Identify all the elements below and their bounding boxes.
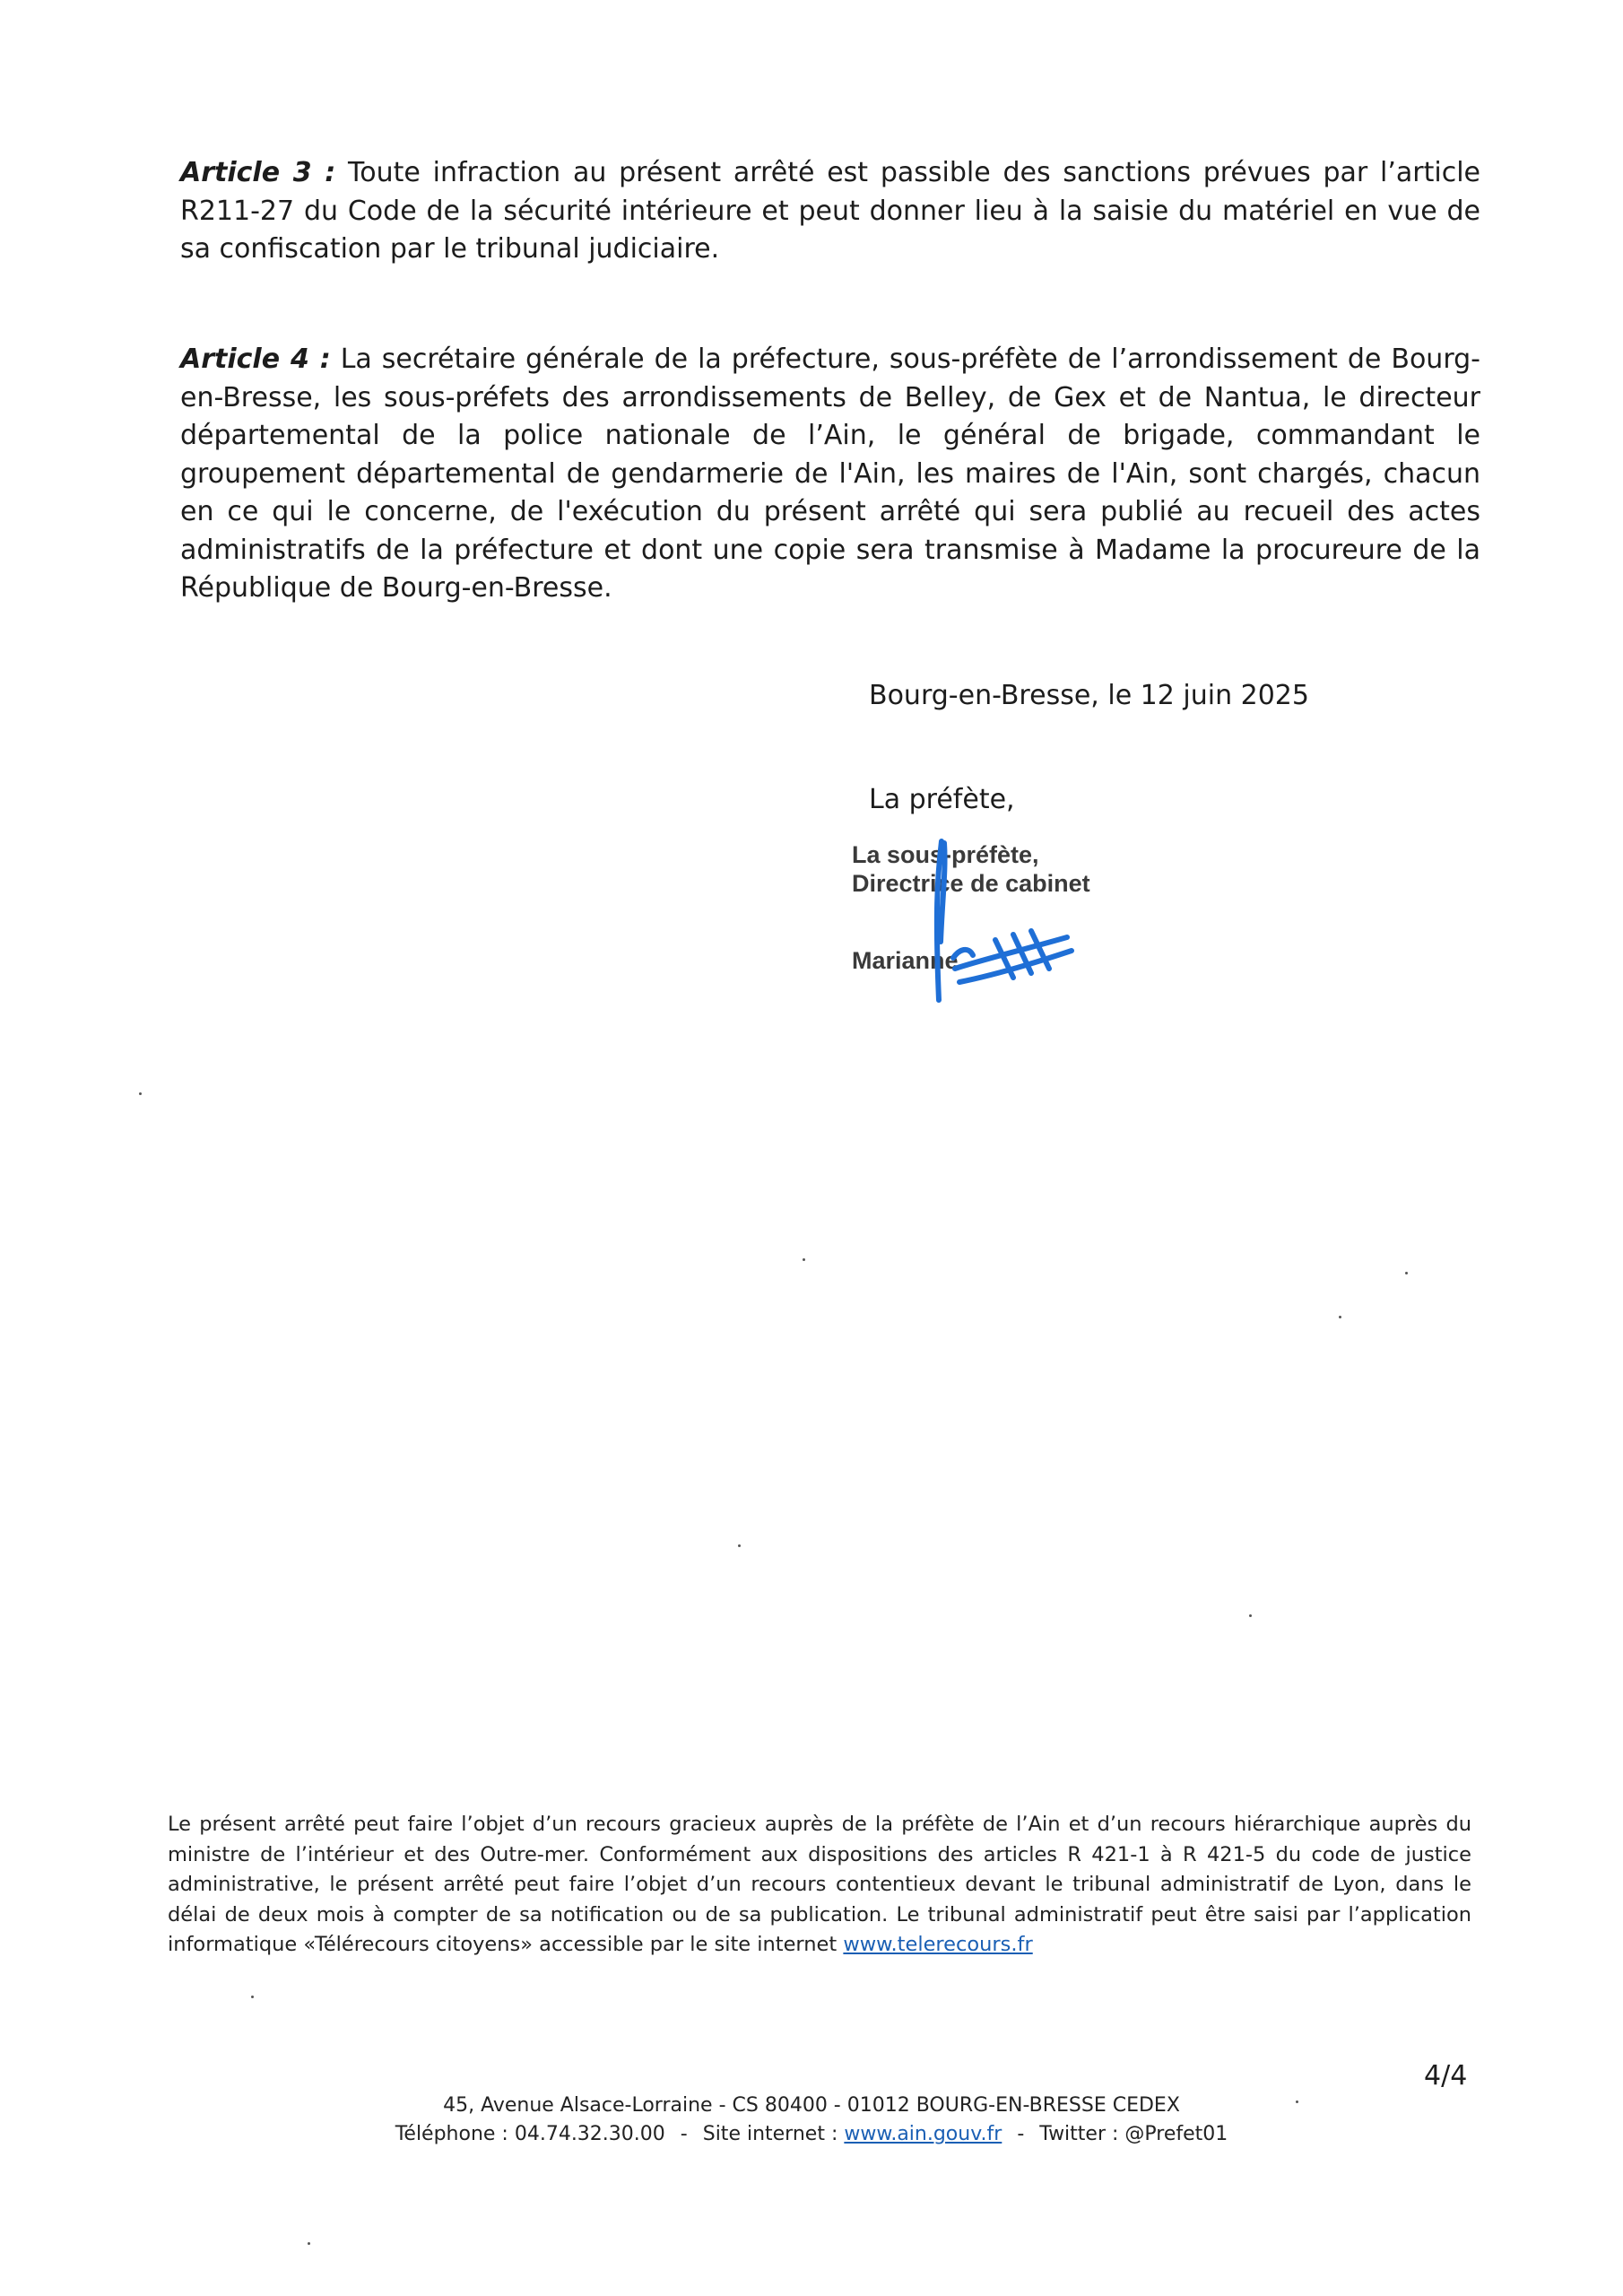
- article-4: [180, 341, 1480, 608]
- appeal-notice: [168, 1810, 1471, 1961]
- contact-line: [0, 2123, 1623, 2145]
- appeal-notice-text: Le présent arrêté peut faire l’objet d’un recours gracieux auprès de la préfète de l’Ain et d’un recours hiérarchique auprès du ministre de l’intérieur et des Outre-mer. Conformément aux dispositions des articles R 421-1 à R 421-5 du code de justice administrative, le présent arrêté peut faire l’objet d’un recours contentieux devant le tribunal administratif de Lyon, dans le délai de deux mois à compter de sa notification ou de sa publication. Le tribunal administratif peut être saisi par l’application informatique «Télérecours citoyens» accessible par le site internet: [168, 1813, 1471, 1956]
- scan-speck: [1405, 1272, 1408, 1274]
- phone-number: Téléphone : 04.74.32.30.00: [395, 2123, 665, 2145]
- page-number: 4/4: [1424, 2060, 1468, 2092]
- signature-stamp: [847, 834, 1116, 1013]
- scan-speck: [1296, 2100, 1298, 2103]
- svg-text:Directrice de cabinet: Directrice de cabinet: [852, 870, 1090, 897]
- signature-stamp-graphic: [847, 834, 1116, 1013]
- address-line: 45, Avenue Alsace-Lorraine - CS 80400 - 01012 BOURG-EN-BRESSE CEDEX: [443, 2094, 1180, 2117]
- signatory-title: La préfète,: [869, 784, 1015, 815]
- telerecours-link[interactable]: www.telerecours.fr: [843, 1933, 1033, 1956]
- prefecture-website-link[interactable]: www.ain.gouv.fr: [844, 2123, 1002, 2145]
- article-4-text: La secrétaire générale de la préfecture, sous-préfète de l’arrondissement de Bourg-en-Bresse, les sous-préfets des arrondissements de Belley, de Gex et de Nantua, le directeur départemental de la police nationale de l’Ain, le général de brigade, commandant le groupement départemental de gendarmerie de l'Ain, les maires de l'Ain, sont chargés, chacun en ce qui le concerne, de l'exécution du présent arrêté qui sera publié au recueil des actes administratifs de la préfecture et dont une copie sera transmise à Madame la procureure de la République de Bourg-en-Bresse.: [180, 344, 1481, 604]
- article-3-text: Toute infraction au présent arrêté est passible des sanctions prévues par l’article R211-27 du Code de la sécurité intérieure et peut donner lieu à la saisie du matériel en vue de sa confiscation par le tribunal judiciaire.: [180, 157, 1480, 265]
- separator: -: [680, 2123, 688, 2145]
- scan-speck: [251, 1996, 254, 1998]
- scan-speck: [1339, 1316, 1341, 1318]
- scan-speck: [139, 1092, 142, 1095]
- article-3: [180, 154, 1480, 269]
- scan-speck: [803, 1258, 805, 1261]
- article-4-label: Article 4 :: [180, 344, 331, 375]
- svg-text:La sous-préfète,: La sous-préfète,: [852, 841, 1039, 868]
- separator: -: [1017, 2123, 1025, 2145]
- scan-speck: [738, 1544, 741, 1547]
- site-label: Site internet :: [702, 2123, 838, 2145]
- scan-speck: [308, 2242, 310, 2245]
- place-date: Bourg-en-Bresse, le 12 juin 2025: [869, 680, 1309, 711]
- twitter-handle: Twitter : @Prefet01: [1039, 2123, 1228, 2145]
- scan-speck: [1249, 1614, 1252, 1617]
- svg-text:Marianne: Marianne: [852, 947, 959, 974]
- article-3-label: Article 3 :: [180, 157, 336, 188]
